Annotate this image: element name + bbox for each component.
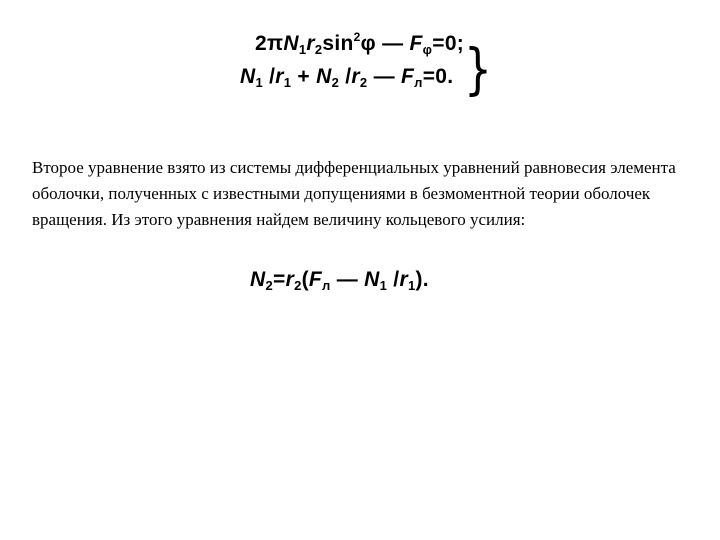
equation-1: $2\pi N_1r_2\sin^2\varphi$ — $F_\varphi=0$; bbox=[255, 30, 465, 57]
equation-3: $N_2=r_2(F_л$ — $N_1$ $/r_1$). bbox=[250, 268, 429, 293]
equation-2: $N_1$ $/r_1 + N_2$ $/r_2$ — $F_л=0$. bbox=[240, 65, 454, 90]
system-brace: } bbox=[464, 38, 492, 102]
body-paragraph: Второе уравнение взято из системы дифференциальных уравнений равновесия элемента оболочки, полученных с известными допущениями в безмоментной теории оболочек вращения. Из этого уравнения найдем величину кольцевого усилия: bbox=[32, 158, 676, 229]
